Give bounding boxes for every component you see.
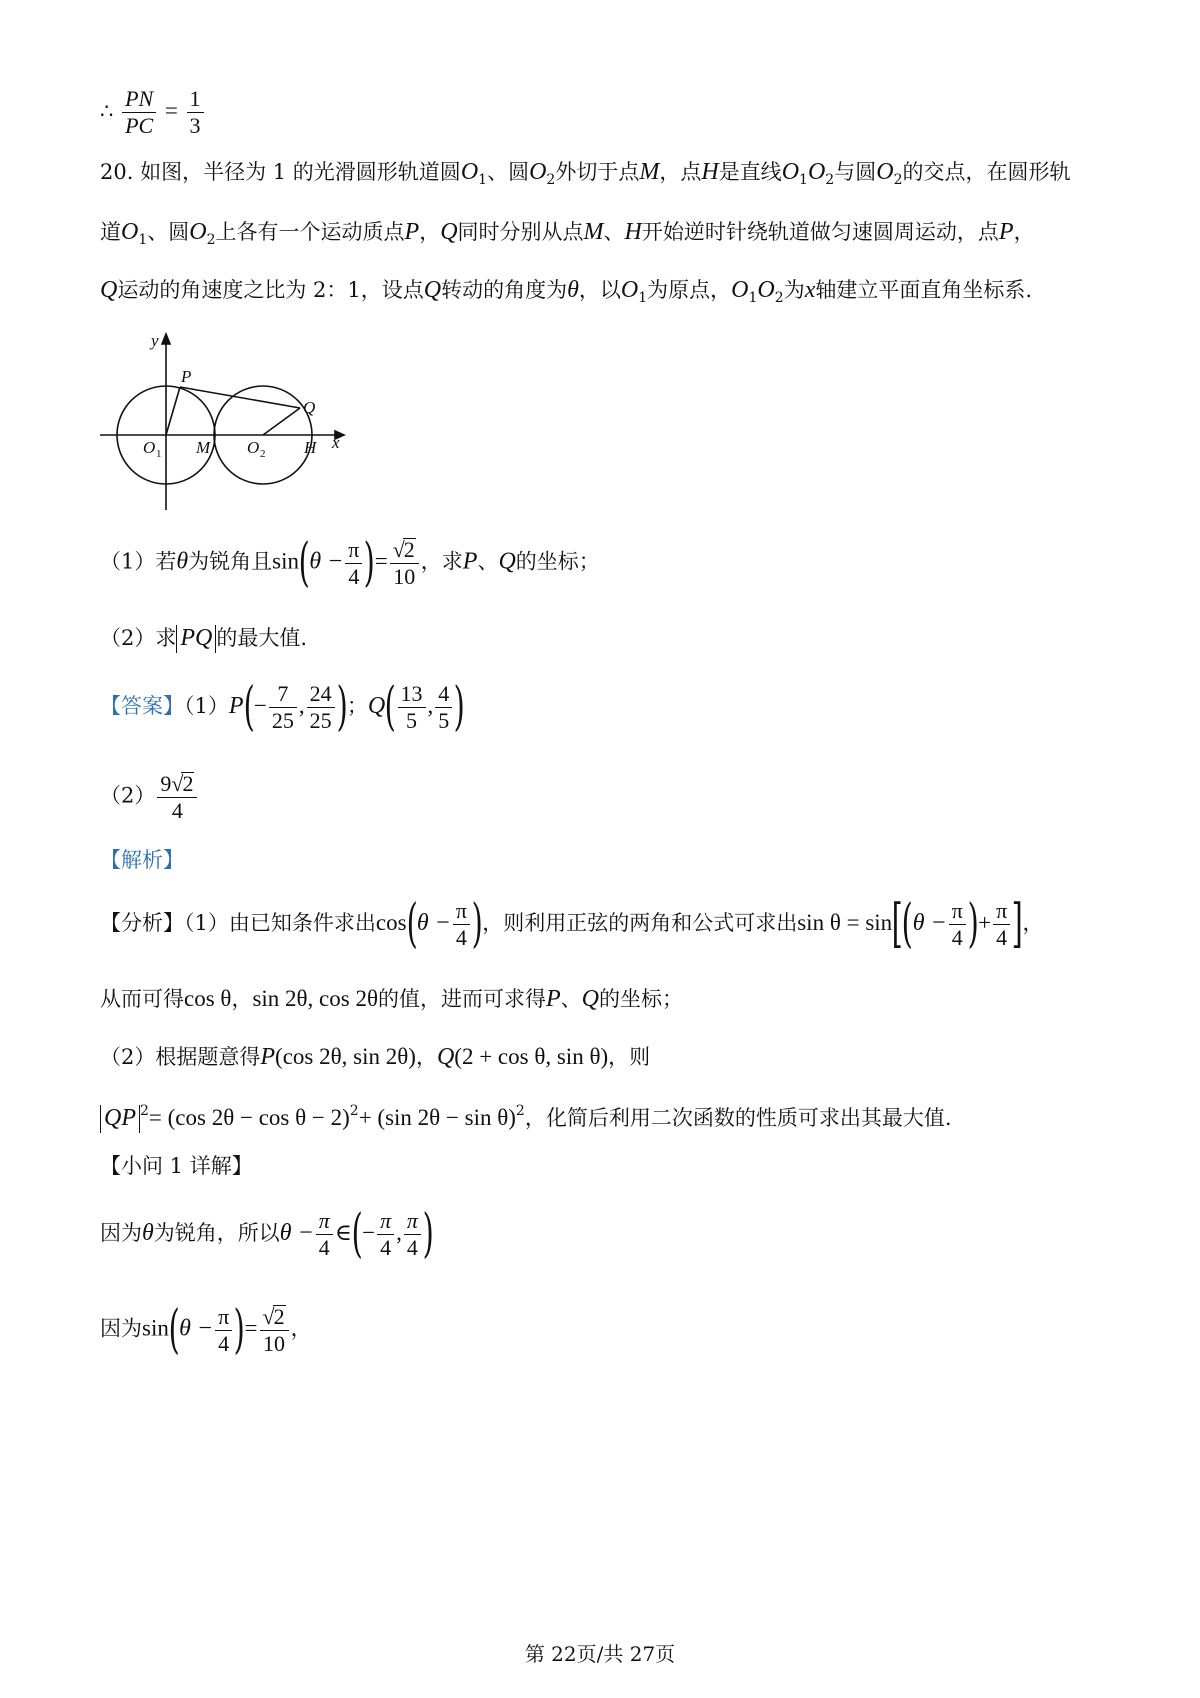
circles-figure [95,320,365,520]
subscript: 2 [206,232,216,248]
text: 开始逆时针绕轨道做匀速圆周运动，点 [641,220,999,244]
paren-right: ) [233,1299,245,1360]
text: ， [1022,911,1044,935]
text: ， [231,987,253,1011]
text: 如图，半径为 1 的光滑圆形轨道圆 [140,160,461,184]
math-theta-minus: θ − [912,910,947,936]
math-h: H [701,159,719,185]
math-cos-theta: cos θ [184,986,232,1011]
fraction-sqrt2-10 [390,538,419,588]
text: 的坐标； [599,987,683,1011]
math-cos: cos [375,910,407,935]
bracket-left: [ [891,894,903,955]
element-of: ∈ [334,1220,352,1245]
label-p: P [181,367,192,386]
text: 为 [783,278,805,302]
paren-right: ) [471,894,483,955]
math-o: O [620,277,639,303]
paren-left: ( [275,1044,283,1069]
question-2 [100,625,307,653]
text: 的交点，在圆形轨 [902,160,1071,184]
text: 转动的角度为 [441,278,568,302]
label-o2: O [247,438,260,457]
text: 、圆 [147,220,190,244]
subscript: 2 [774,290,784,306]
text: 、 [560,987,582,1011]
math-q-args: 2 + cos θ, sin θ [461,1044,601,1069]
jiexi-tag: 【解析】 [100,848,184,872]
paren-right: ) [408,1044,416,1069]
subscript: 1 [478,172,488,188]
text: 运动的角速度之比为 2：1，设点 [117,278,424,302]
text: （2）根据题意得 [100,1045,261,1069]
text: 的最大值. [216,626,308,650]
superscript: 2 [140,1103,149,1119]
subscript: 1 [748,290,758,306]
denominator: 10 [393,564,416,589]
text: 与圆 [834,160,877,184]
label-x: x [332,433,340,452]
math-o: O [529,159,547,185]
math-o: O [781,159,800,185]
minus-sign: − [362,1220,376,1245]
math-theta-minus: θ − [179,1315,214,1342]
numerator: √2 [390,538,419,564]
denominator: 5 [438,708,450,733]
therefore-line [100,88,206,137]
label-o1-sub: 1 [156,448,162,460]
fraction-pi-4 [345,536,362,589]
fraction-sqrt2-10 [260,1305,289,1355]
problem-number: 20. [100,160,134,184]
math-o: O [876,159,894,185]
paren-right: ) [363,532,376,593]
comma: , [427,693,434,718]
comma: , [298,693,305,718]
equals-sign: = [244,1315,258,1341]
subscript: 1 [638,290,648,306]
fraction-pi-4 [316,1210,333,1259]
denominator: 4 [171,798,183,823]
detail-line-2 [100,1299,312,1360]
numerator: √2 [260,1305,289,1331]
denominator: 10 [263,1331,286,1356]
answer-tag: 【答案】 [100,694,184,718]
denominator: 4 [318,1235,330,1260]
math-theta-minus: θ − [279,1220,314,1246]
numerator: 24 [307,683,335,708]
radicand: 2 [403,537,415,562]
numerator: π [949,900,966,925]
math-q: Q [440,219,458,245]
denominator: 25 [309,708,332,733]
analysis-line-2 [100,987,683,1011]
paren-left: ( [454,1044,462,1069]
denominator: 4 [218,1330,230,1356]
text: ，点 [659,160,702,184]
paren-left: ( [243,677,255,738]
label-o2-sub: 2 [260,448,266,460]
numerator: PN [122,88,156,113]
text: ，求 [420,549,463,574]
math-x: x [804,277,816,303]
math-p: P [404,219,420,245]
denominator: 4 [406,1235,418,1260]
text: 、 [477,549,499,574]
text: ， [415,1045,437,1069]
text: 为原点， [647,278,732,302]
subscript: 1 [138,232,148,248]
denominator: 3 [189,113,201,138]
math-p: P [462,548,478,575]
math-sin: sin [272,548,300,574]
equals-sign: = [374,548,388,574]
fraction-pi-4 [993,900,1010,949]
numerator: 13 [398,683,426,708]
fraction-qy [435,683,452,732]
denominator: 4 [996,925,1008,950]
equals-sign: = [164,98,178,123]
text: 的坐标； [515,549,600,574]
math-q: Q [367,693,386,719]
paren-right: ) [600,1044,609,1069]
text: （1） [184,694,229,718]
math-o: O [460,159,479,185]
text: 轴建立平面直角坐标系. [815,278,1033,302]
label-q: Q [303,398,316,417]
fraction-pi-4 [215,1303,232,1356]
math-p: P [998,219,1014,245]
denominator: 4 [348,563,360,589]
analysis-tag: 【分析】 [100,911,184,935]
y-axis-arrow [162,334,170,344]
math-p: P [260,1044,276,1070]
text: ，化简后利用二次函数的性质可求出其最大值. [524,1106,952,1130]
math-theta-minus: θ − [309,548,344,575]
paren-left: ( [351,1204,363,1265]
paren-left: ( [168,1299,180,1360]
page-footer: 第 22页/共 27页 [524,1642,676,1666]
math-theta: θ [142,1220,154,1246]
text: 为锐角，所以 [153,1221,280,1245]
text: （2） [100,783,156,808]
text: 为锐角且 [188,549,273,574]
text: （2）求 [100,626,177,650]
numerator: π [453,900,470,925]
paren-left: ( [902,894,914,955]
math-theta: θ [567,277,579,303]
text: ， [419,220,441,244]
math-q: Q [498,548,516,575]
math-o: O [757,277,775,303]
text: ，则 [608,1045,651,1069]
denominator: 4 [455,925,467,950]
fraction-qx [398,683,426,732]
math-abs-qp: QP [100,1105,140,1133]
math-o: O [189,219,207,245]
text: （1）若 [100,549,177,574]
fraction-pi-4 [377,1210,394,1259]
denominator: 25 [271,708,294,733]
denominator: 5 [406,708,418,733]
subscript: 1 [799,172,808,188]
text: 上各有一个运动质点 [215,220,405,244]
fraction-pi-4 [949,900,966,949]
math-m: M [583,219,604,245]
subscript: 2 [893,172,903,188]
fraction-pi-4 [453,900,470,949]
analysis-line-3 [100,1045,650,1069]
paren-left: ( [384,677,396,738]
denominator: 4 [380,1235,392,1260]
math-q: Q [581,986,599,1012]
superscript: 2 [515,1103,525,1119]
math-expr-1: = (cos 2θ − cos θ − 2) [148,1105,350,1130]
paren-right: ) [336,677,348,738]
text: 从而可得 [100,987,184,1011]
fraction-px [269,683,297,732]
paren-right: ) [453,677,465,738]
math-o: O [731,277,749,303]
question-1 [100,532,600,593]
text: 、 [603,220,625,244]
numerator: π [215,1306,232,1331]
answer-line-1 [100,677,465,738]
label-h: H [304,438,317,457]
numerator: π [316,1210,333,1235]
math-expr-2: + (sin 2θ − sin θ) [358,1105,516,1130]
numerator: 4 [435,683,452,708]
fraction-pn-pc [122,88,156,137]
math-abs-pq: PQ [176,625,216,653]
fraction-pi-4 [404,1210,421,1259]
problem-line-3 [100,278,1032,305]
fraction-9sqrt2-4 [157,772,197,822]
bracket-right: ] [1011,894,1023,955]
denominator: PC [125,113,154,138]
radicand: 2 [273,1304,285,1329]
numerator: 1 [187,88,204,113]
fraction-py [307,683,335,732]
paren-right: ) [967,894,979,955]
text: 外切于点 [555,160,640,184]
text: 因为 [100,1221,142,1245]
text: ，以 [578,278,621,302]
numerator: π [404,1210,421,1235]
text: 同时分别从点 [457,220,584,244]
minus-sign: − [253,693,267,718]
math-q: Q [423,277,442,303]
plus-sign: + [978,910,992,935]
math-h: H [624,219,642,245]
math-o: O [807,159,826,185]
coefficient: 9 [160,771,172,796]
math-sin2-cos2: sin 2θ, cos 2θ [252,986,378,1011]
label-m: M [196,438,211,457]
therefore-symbol: ∴ [100,99,114,123]
detail-line-1 [100,1204,434,1265]
text: ，则利用正弦的两角和公式可求出 [482,911,798,935]
math-sin-theta: sin θ = sin [797,910,893,935]
math-m: M [639,159,660,185]
math-theta-minus: θ − [416,910,451,936]
math-p: P [545,986,561,1012]
answer-line-2 [100,772,199,822]
analysis-line-4 [100,1104,952,1133]
numerator: 7 [269,683,297,708]
text: 是直线 [718,160,782,184]
subscript: 2 [825,172,835,188]
text: （1）由已知条件求出 [184,911,376,935]
paren-left: ( [406,894,418,955]
math-p: P [228,693,244,719]
paren-left: ( [298,532,310,593]
superscript: 2 [349,1103,359,1119]
math-p-args: cos 2θ, sin 2θ [282,1044,409,1069]
text: ； [346,694,368,718]
paren-right: ) [422,1204,434,1265]
text: 的值，进而可求得 [377,987,546,1011]
text: 、圆 [487,160,530,184]
numerator: π [377,1210,394,1235]
problem-line-2 [100,220,1035,247]
math-o: O [121,219,139,245]
numerator: π [345,539,362,564]
math-sin: sin [142,1315,169,1341]
text: 因为 [100,1316,142,1341]
segment-o1-p [166,387,180,435]
label-o1: O [143,438,156,457]
comma: , [396,1220,402,1245]
math-q: Q [436,1044,455,1070]
numerator: 9√2 [157,772,197,798]
numerator: π [993,900,1010,925]
fraction-one-third [187,88,204,137]
segment-o2-q [263,408,300,435]
subscript: 2 [546,172,556,188]
text: 道 [100,220,121,244]
detail-tag: 【小问 1 详解】 [100,1154,253,1178]
analysis-line-1 [100,894,1044,955]
problem-line-1 [100,160,1070,187]
text: ， [1013,220,1035,244]
math-theta: θ [176,548,189,575]
radicand: 2 [182,771,194,796]
denominator: 4 [951,925,963,950]
math-q: Q [100,277,118,303]
text: ， [290,1316,312,1341]
label-y: y [151,331,159,350]
